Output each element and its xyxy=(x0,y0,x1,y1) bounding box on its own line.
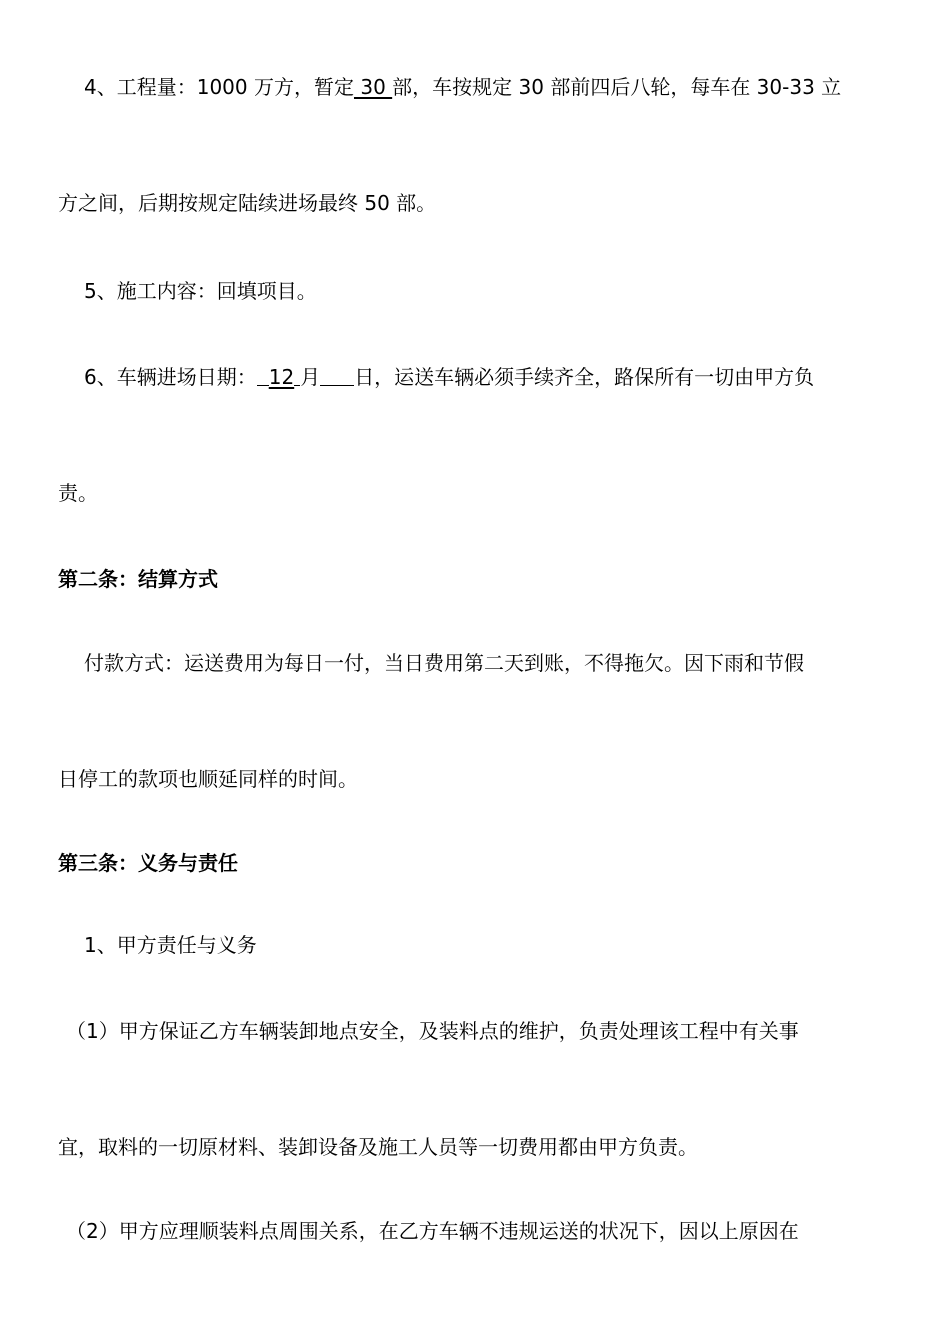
item6-line1 xyxy=(84,362,892,392)
item6-day-unit: 日，运送车辆必须手续齐全，路保所有一切由甲方负 xyxy=(354,365,815,389)
item4-prefix: 4、工程量：1000 万方，暂定 xyxy=(84,75,354,99)
section3-heading: 第三条：义务与责任 xyxy=(58,851,238,875)
section2-heading: 第二条：结算方式 xyxy=(58,567,218,591)
item5-line: 5、施工内容：回填项目。 xyxy=(84,279,317,303)
item4-line2: 方之间，后期按规定陆续进场最终 50 部。 xyxy=(58,191,437,215)
item6-prefix: 6、车辆进场日期： xyxy=(84,365,257,389)
item4-suffix: 部，车按规定 30 部前四后八轮，每车在 30-33 立 xyxy=(392,75,842,99)
section3-sub1: 1、甲方责任与义务 xyxy=(84,933,257,957)
section3-p2-line1: （2）甲方应理顺装料点周围关系，在乙方车辆不违规运送的状况下，因以上原因在 xyxy=(66,1219,799,1243)
section3-p1-line2: 宜，取料的一切原材料、装卸设备及施工人员等一切费用都由甲方负责。 xyxy=(58,1135,698,1159)
item6-line2: 责。 xyxy=(58,481,98,505)
item4-line1 xyxy=(84,72,892,102)
item6-month-unit: 月 xyxy=(300,365,321,389)
month-blank-lead xyxy=(257,363,269,386)
section3-p1-line1: （1）甲方保证乙方车辆装卸地点安全，及装料点的维护，负责处理该工程中有关事 xyxy=(66,1019,799,1043)
section2-line1: 付款方式：运送费用为每日一付，当日费用第二天到账，不得拖欠。因下雨和节假 xyxy=(84,651,804,675)
item4-count: 30 xyxy=(353,75,393,99)
day-blank xyxy=(320,363,354,386)
item6-month-value: 12 xyxy=(268,365,295,389)
section2-line2: 日停工的款项也顺延同样的时间。 xyxy=(58,767,358,791)
